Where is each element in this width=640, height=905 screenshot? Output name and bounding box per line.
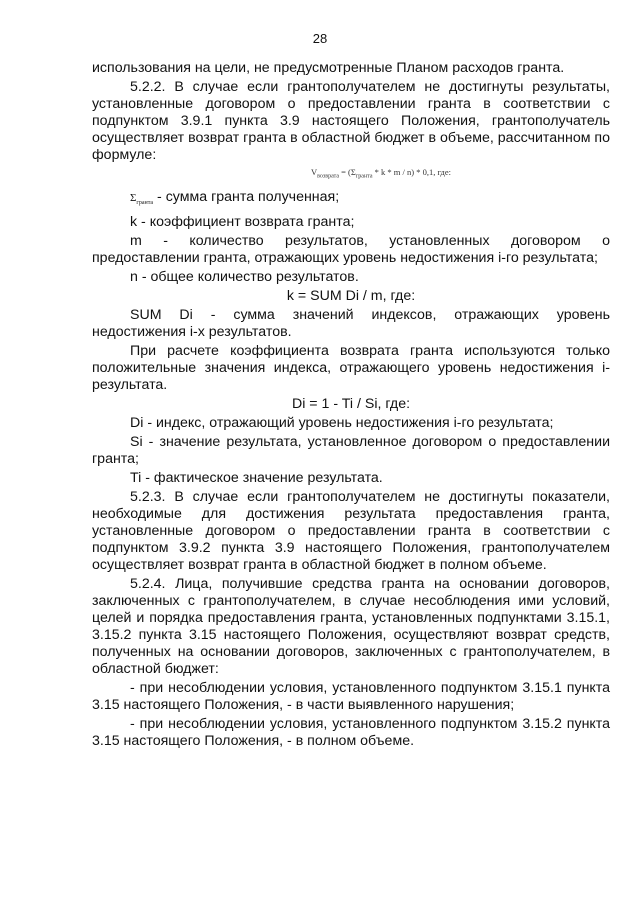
formula-rest: * k * m / n) * 0,1, где: (372, 167, 451, 177)
definition-sigma (92, 189, 610, 212)
definition-sum-di: SUM Di - сумма значений индексов, отражающих уровень недостижения i-х результатов. (92, 306, 610, 340)
formula-sigma-sub: гранта (355, 173, 373, 180)
formula-eq: = ( (339, 167, 351, 177)
sigma-text: - сумма гранта полученная; (153, 188, 340, 205)
list-item-3-15-1: - при несоблюдении условия, установленного подпунктом 3.15.1 пункта 3.15 настоящего Положения, - в части выявленного нарушения; (92, 679, 610, 713)
page-number: 28 (312, 31, 328, 46)
paragraph-positive-values: При расчете коэффициента возврата гранта используются только положительные значения индекса, отражающего уровень недостижения i-результата. (92, 342, 610, 393)
formula-k: k = SUM Di / m, где: (286, 287, 416, 304)
formula-v: V (311, 167, 318, 177)
paragraph-5-2-4: 5.2.4. Лица, получившие средства гранта на основании договоров, заключенных с грантополучателем, в случае несоблюдения ими условий, целей и порядка предоставления гранта, установленных подпунктами 3.15.1, 3.15.2 пункта 3.15 настоящего Положения, осуществляют возврат средств, полученных на основании договоров, заключенных с грантополучателем, в областной бюджет: (92, 575, 610, 677)
formula-di: Di = 1 - Ti / Si, где: (291, 395, 411, 412)
paragraph-continuation: использования на цели, не предусмотренные Планом расходов гранта. (92, 60, 565, 76)
formula-return-volume (92, 166, 610, 183)
sigma-symbol: Σ (130, 191, 137, 204)
sigma-sub: гранта (136, 199, 154, 206)
definition-n: n - общее количество результатов. (130, 268, 359, 285)
definition-di: Di - индекс, отражающий уровень недостижения i-го результата; (130, 414, 554, 431)
definition-k: k - коэффициент возврата гранта; (130, 213, 355, 230)
formula-v-sub: возврата (317, 173, 340, 180)
definition-m: m - количество результатов, установленных договором о предоставлении гранта, отражающих уровень недостижения i-го результата; (92, 232, 610, 266)
paragraph-5-2-2: 5.2.2. В случае если грантополучателем не достигнуты результаты, установленные договором о предоставлении гранта в соответствии с подпунктом 3.9.1 пункта 3.9 настоящего Положения, грантополучатель осуществляет возврат гранта в областной бюджет в объеме, рассчитанном по формуле: (92, 79, 610, 163)
document-body (92, 60, 610, 752)
formula-sigma: Σ (350, 167, 356, 177)
paragraph-5-2-3: 5.2.3. В случае если грантополучателем не достигнуты показатели, необходимые для достижения результата предоставления гранта, установленные договором о предоставлении гранта в соответствии с подпунктом 3.9.2 пункта 3.9 настоящего Положения, грантополучателем осуществляет возврат гранта в областной бюджет в полном объеме. (92, 488, 610, 573)
definition-si: Si - значение результата, установленное договором о предоставлении гранта; (92, 433, 610, 467)
definition-ti: Ti - фактическое значение результата. (130, 469, 383, 486)
list-item-3-15-2: - при несоблюдении условия, установленного подпунктом 3.15.2 пункта 3.15 настоящего Положения, - в полном объеме. (92, 715, 610, 749)
